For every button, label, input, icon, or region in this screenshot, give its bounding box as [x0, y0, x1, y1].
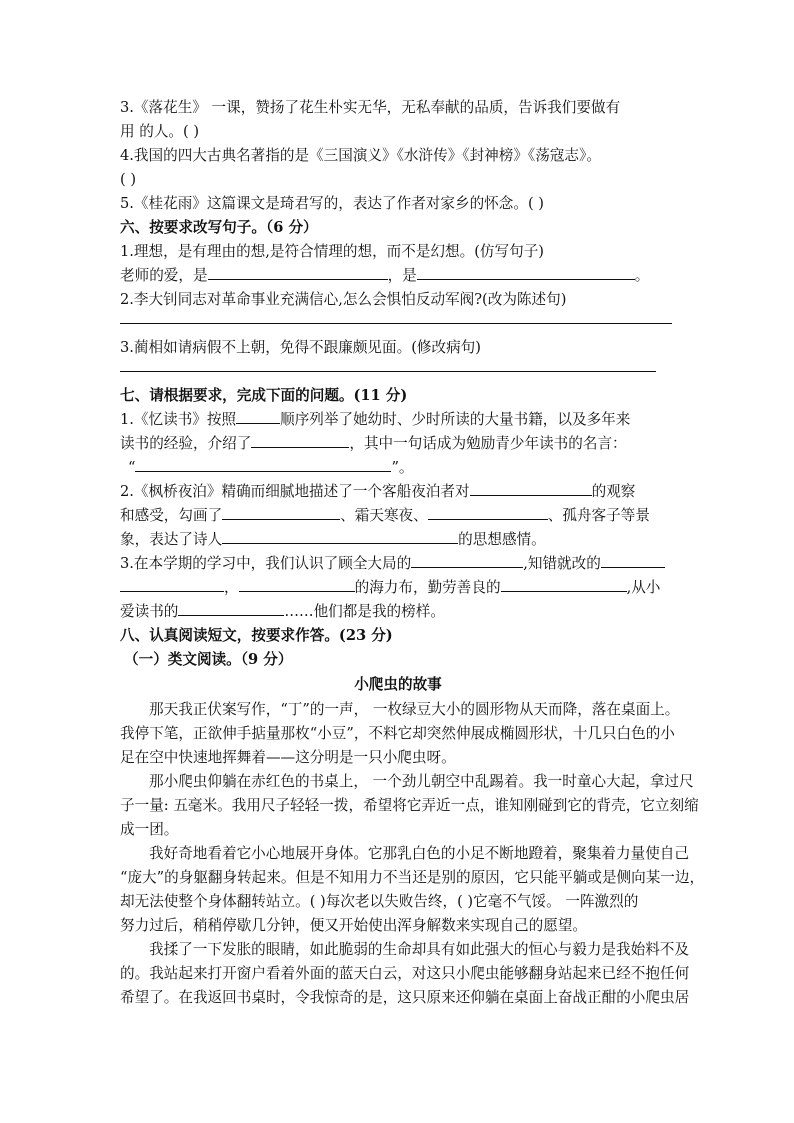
- passage-line: 我停下笔，正欲伸手掂量那枚“小豆”，不料它却突然伸展成椭圆形状，十几只白色的小: [120, 725, 675, 742]
- fill-text: 的海力布，勤劳善良的: [354, 579, 501, 596]
- fill-text: 1.《忆读书》按照: [120, 411, 237, 428]
- passage-paragraph-1: [120, 698, 680, 770]
- section8-heading: 八、认真阅读短文，按要求作答。(23 分): [120, 627, 393, 644]
- section7-q3-line1: [120, 552, 676, 576]
- fill-text: ，其中一句话成为勉励青少年读书的名言：: [349, 435, 627, 452]
- passage-paragraph-4: [120, 938, 690, 1010]
- answer-blank[interactable]: [239, 577, 355, 592]
- fill-text: 2.《枫桥夜泊》精确而细腻地描述了一个客船夜泊者对: [120, 483, 470, 500]
- fill-text: ,从小: [626, 579, 661, 596]
- answer-blank[interactable]: [222, 529, 458, 544]
- fill-text: ”。: [391, 459, 414, 476]
- q5-item3-line1: 3.《落花生》 一课，赞扬了花生朴实无华，无私奉献的品质，告诉我们要做有: [120, 99, 621, 116]
- answer-blank[interactable]: [411, 553, 523, 568]
- answer-blank[interactable]: [208, 265, 388, 280]
- section7-q1-line2: [120, 432, 676, 456]
- page-content: [120, 96, 705, 1010]
- q5-item4-line2: ( ): [120, 171, 137, 188]
- fill-text: ,知错就改的: [523, 555, 601, 572]
- answer-blank[interactable]: [120, 577, 224, 592]
- fill-text: 象，表达了诗人: [120, 531, 223, 548]
- passage-paragraph-3: [120, 842, 705, 938]
- answer-blank[interactable]: [428, 505, 548, 520]
- fill-text: ，: [224, 579, 239, 596]
- fill-text: 、霜天寒夜、: [340, 507, 428, 524]
- passage-line: “庞大”的身躯翻身转起来。但是不知用力不当还是别的原因，它只能平躺或是侧向某一边，: [120, 869, 705, 886]
- section7-q2-line1: [120, 480, 676, 504]
- fill-text: 老师的爱，是: [120, 267, 208, 284]
- fill-text: 读书的经验，介绍了: [120, 435, 252, 452]
- fill-text: 、孤舟客子等景: [547, 507, 650, 524]
- answer-line[interactable]: [120, 370, 656, 372]
- fill-text: ，是: [387, 267, 417, 284]
- fill-text: 3.在本学期的学习中，我们认识了顾全大局的: [120, 555, 412, 572]
- section7-q3-line3: [120, 600, 676, 624]
- answer-blank[interactable]: [601, 553, 665, 568]
- answer-blank[interactable]: [251, 433, 349, 448]
- fill-text: 。: [634, 267, 650, 284]
- answer-blank[interactable]: [501, 577, 627, 592]
- answer-blank[interactable]: [222, 505, 340, 520]
- passage-paragraph-2: [120, 770, 699, 842]
- q5-item3-line2: 用 的人。( ): [120, 123, 200, 140]
- section7-q2-line3: [120, 528, 676, 552]
- passage-line: 子一量: 五毫米。我用尺子轻轻一拨，希望将它弄近一点，谁知刚碰到它的背壳，它立刻缩: [120, 797, 699, 814]
- fill-text: “: [128, 459, 136, 476]
- answer-blank[interactable]: [417, 265, 635, 280]
- section7-q1-line1: [120, 408, 676, 432]
- passage-line: 的。我站起来打开窗户看着外面的蓝天白云，对这只小爬虫能够翻身站起来已经不抱任何: [120, 965, 690, 982]
- passage-line: 我好奇地看着它小心地展开身体。它那乳白色的小足不断地蹬着，聚集着力量使自己: [149, 845, 689, 862]
- section8-subheading: （一）类文阅读。（9 分）: [124, 651, 293, 668]
- section7-q3-line2: [120, 576, 676, 600]
- section6-q1-fill: [120, 264, 676, 288]
- passage-line: 那小爬虫仰躺在赤红色的书桌上， 一个劲儿朝空中乱踢着。我一时童心大起，拿过尺: [149, 773, 694, 790]
- passage-line: 我揉了一下发胀的眼睛，如此脆弱的生命却具有如此强大的恒心与毅力是我始料不及: [149, 941, 689, 958]
- passage-line: 足在空中快速地挥舞着——这分明是一只小爬虫呀。: [120, 749, 456, 766]
- section7-heading: 七、请根据要求，完成下面的问题。(11 分): [120, 387, 408, 404]
- passage-line: 却无法使整个身体翻转站立。( )每次老以失败告终，( )它毫不气馁。 一阵激烈的: [120, 893, 639, 910]
- section6-heading: 六、按要求改写句子。（6 分）: [120, 219, 318, 236]
- answer-blank[interactable]: [178, 601, 284, 616]
- fill-text: 顺序列举了她幼时、少时所读的大量书籍，以及多年来: [280, 411, 631, 428]
- section7-q2-line2: [120, 504, 676, 528]
- fill-text: 的思想感情。: [458, 531, 546, 548]
- q5-item5: 5.《桂花雨》这篇课文是琦君写的，表达了作者对家乡的怀念。( ): [120, 195, 544, 212]
- fill-text: 爱读书的: [120, 603, 179, 620]
- fill-text: ……他们都是我的榜样。: [284, 603, 445, 620]
- section6-q2: 2.李大钊同志对革命事业充满信心,怎么会惧怕反动军阀?(改为陈述句): [120, 291, 567, 308]
- passage-line: 成一团。: [120, 821, 179, 838]
- answer-blank[interactable]: [135, 457, 391, 472]
- answer-blank[interactable]: [236, 409, 280, 424]
- fill-text: 和感受，勾画了: [120, 507, 223, 524]
- passage-line: 努力过后，稍稍停歇几分钟，便又开始使出浑身解数来实现自己的愿望。: [120, 917, 588, 934]
- passage-line: 希望了。在我返回书桌时，令我惊奇的是，这只原来还仰躺在桌面上奋战正酣的小爬虫居: [120, 989, 690, 1006]
- passage-title: 小爬虫的故事: [354, 676, 442, 693]
- section6-q3: 3.蔺相如请病假不上朝，免得不跟廉颇见面。(修改病句): [120, 339, 481, 356]
- fill-text: 的观察: [591, 483, 636, 500]
- answer-blank[interactable]: [470, 481, 592, 496]
- section6-q1: 1.理想，是有理由的想,是符合情理的想，而不是幻想。(仿写句子): [120, 243, 544, 260]
- answer-line[interactable]: [120, 322, 672, 324]
- section7-q1-line3: [120, 456, 676, 480]
- passage-line: 那天我正伏案写作，“丁”的一声， 一枚绿豆大小的圆形物从天而降，落在桌面上。: [149, 701, 680, 718]
- q5-item4-line1: 4.我国的四大古典名著指的是《三国演义》《水浒传》《封神榜》《荡寇志》。: [120, 147, 601, 164]
